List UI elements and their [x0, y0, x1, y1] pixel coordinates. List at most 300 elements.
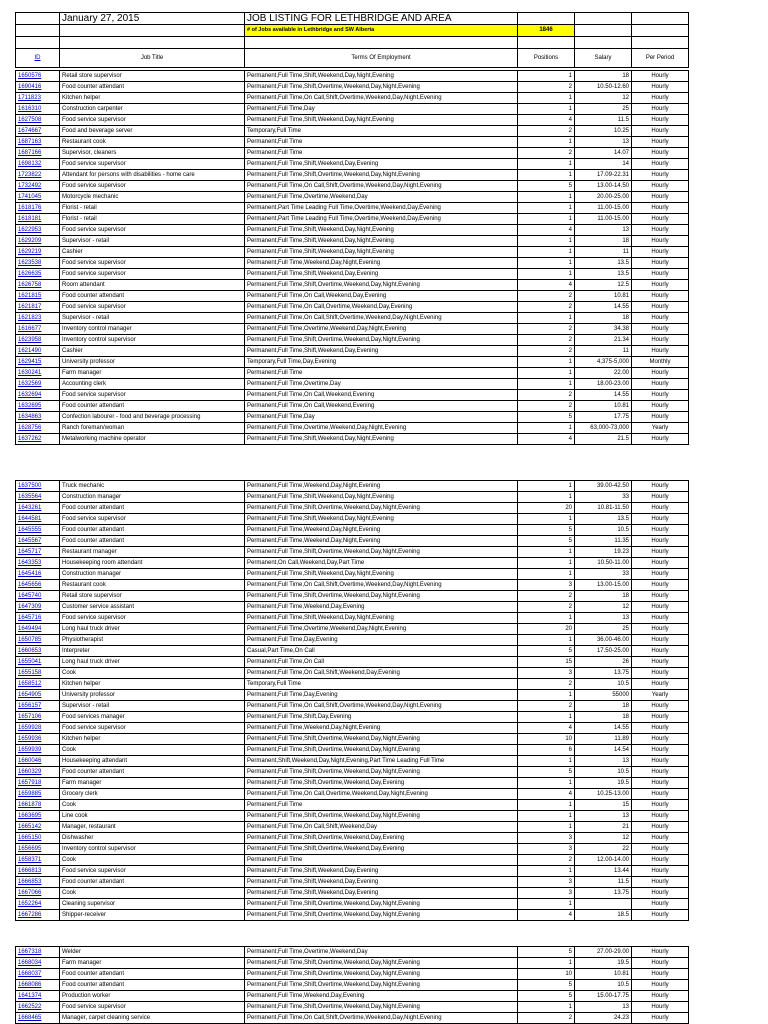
job-id-link[interactable]: 1668465 [18, 1015, 42, 1021]
per-period: Hourly [632, 657, 689, 668]
terms-of-employment: Permanent,Full Time,Overtime,Weekend,Day,Night,Evening [245, 423, 518, 434]
job-id-cell [16, 148, 60, 159]
job-id-cell [16, 82, 60, 93]
job-title: Attendant for persons with disabilities - home care [60, 170, 245, 181]
terms-of-employment: Permanent,Full Time,Overtime,Day [245, 379, 518, 390]
terms-of-employment: Permanent,Full Time,Shift,Weekend,Day,Evening [245, 159, 518, 170]
job-id-link[interactable]: 1659885 [18, 791, 42, 797]
job-id-link[interactable]: 1632694 [18, 392, 42, 398]
table-row [16, 657, 689, 668]
per-period: Hourly [632, 958, 689, 969]
job-id-link[interactable]: 1629209 [18, 238, 42, 244]
job-id-cell [16, 115, 60, 126]
table-row [16, 558, 689, 569]
positions: 1 [518, 899, 575, 910]
job-id-cell [16, 958, 60, 969]
job-id-cell [16, 613, 60, 624]
job-title: Food service supervisor [60, 181, 245, 192]
job-id-link[interactable]: 1652264 [18, 901, 42, 907]
job-id-link[interactable]: 1667286 [18, 912, 42, 918]
job-id-link[interactable]: 1660046 [18, 758, 42, 764]
job-id-link[interactable]: 1637500 [18, 483, 42, 489]
job-id-link[interactable]: 1630241 [18, 370, 42, 376]
positions: 2 [518, 679, 575, 690]
job-id-link[interactable]: 1668037 [18, 971, 42, 977]
job-id-link[interactable]: 1641374 [18, 993, 42, 999]
job-title: Food counter attendant [60, 401, 245, 412]
job-id-link[interactable]: 1632695 [18, 403, 42, 409]
terms-of-employment: Permanent,Full Time,On Call,Weekend,Evening [245, 401, 518, 412]
table-row [16, 514, 689, 525]
job-id-link[interactable]: 1687163 [18, 139, 42, 145]
job-id-cell [16, 969, 60, 980]
job-title: Truck mechanic [60, 481, 245, 492]
terms-of-employment: Permanent,Full Time,Shift,Overtime,Weekend,Day,Evening [245, 844, 518, 855]
job-title: Confection labourer - food and beverage processing [60, 412, 245, 423]
salary: 24.23 [575, 1013, 632, 1024]
terms-of-employment: Permanent,Full Time,Shift,Weekend,Day,Evening [245, 346, 518, 357]
job-title: Kitchen helper [60, 93, 245, 104]
job-id-link[interactable]: 1645567 [18, 538, 42, 544]
positions: 2 [518, 148, 575, 159]
job-title: Food service supervisor [60, 390, 245, 401]
job-id-link[interactable]: 1621817 [18, 304, 42, 310]
table-row [16, 679, 689, 690]
job-id-link[interactable]: 1667066 [18, 890, 42, 896]
job-id-link[interactable]: 1622953 [18, 227, 42, 233]
table-row [16, 888, 689, 899]
job-id-cell [16, 756, 60, 767]
salary: 13 [575, 137, 632, 148]
job-id-cell [16, 324, 60, 335]
job-id-cell [16, 412, 60, 423]
positions: 3 [518, 668, 575, 679]
job-id-cell [16, 602, 60, 613]
salary: 13 [575, 613, 632, 624]
salary: 26 [575, 657, 632, 668]
terms-of-employment: Permanent,Full Time,Day [245, 104, 518, 115]
per-period: Hourly [632, 126, 689, 137]
job-title: Food service supervisor [60, 723, 245, 734]
job-title: Food service supervisor [60, 1002, 245, 1013]
per-period: Hourly [632, 679, 689, 690]
job-id-cell [16, 93, 60, 104]
per-period: Hourly [632, 159, 689, 170]
salary: 22 [575, 844, 632, 855]
terms-of-employment: Permanent,Full Time,Shift,Overtime,Weekend,Day,Evening [245, 778, 518, 789]
job-title: Welder [60, 947, 245, 958]
job-id-cell [16, 855, 60, 866]
job-id-cell [16, 690, 60, 701]
job-id-cell [16, 822, 60, 833]
terms-of-employment: Permanent,Full Time,On Call,Shift,Weekend,Day [245, 822, 518, 833]
terms-of-employment: Permanent,Full Time,Shift,Overtime,Weekend,Day,Night,Evening [245, 811, 518, 822]
job-id-cell [16, 269, 60, 280]
job-id-link[interactable]: 1626758 [18, 282, 42, 288]
job-id-cell [16, 712, 60, 723]
job-id-link[interactable]: 1645555 [18, 527, 42, 533]
job-id-link[interactable]: 1660329 [18, 769, 42, 775]
job-id-cell [16, 646, 60, 657]
job-title: Farm manager [60, 368, 245, 379]
job-title: Long haul truck driver [60, 624, 245, 635]
table-row [16, 800, 689, 811]
job-id-link[interactable]: 1645717 [18, 549, 42, 555]
per-period: Yearly [632, 690, 689, 701]
table-row [16, 525, 689, 536]
column-header-terms: Terms Of Employment [245, 49, 518, 68]
job-title: Food service supervisor [60, 866, 245, 877]
terms-of-employment: Permanent,Full Time,Shift,Overtime,Weekend,Day,Evening [245, 833, 518, 844]
job-id-cell [16, 536, 60, 547]
terms-of-employment: Permanent,Full Time,On Call,Weekend,Day,Evening [245, 291, 518, 302]
positions: 1 [518, 104, 575, 115]
salary: 36.00-46.00 [575, 635, 632, 646]
salary: 10.81 [575, 401, 632, 412]
terms-of-employment: Permanent,Full Time,Shift,Overtime,Weekend,Day,Night,Evening [245, 745, 518, 756]
job-id-link[interactable]: 1623958 [18, 337, 42, 343]
per-period: Hourly [632, 324, 689, 335]
job-id-link[interactable]: 1632569 [18, 381, 42, 387]
table-row [16, 126, 689, 137]
per-period: Hourly [632, 756, 689, 767]
job-id-link[interactable]: 1628756 [18, 425, 42, 431]
per-period: Hourly [632, 247, 689, 258]
positions: 2 [518, 602, 575, 613]
salary: 13.5 [575, 269, 632, 280]
job-id-link[interactable]: 1723822 [18, 172, 42, 178]
job-id-link[interactable]: 1659936 [18, 736, 42, 742]
job-id-cell [16, 701, 60, 712]
job-title: Supervisor - retail [60, 701, 245, 712]
job-title: Food counter attendant [60, 525, 245, 536]
per-period: Hourly [632, 646, 689, 657]
terms-of-employment: Permanent,Full Time,Shift,Overtime,Weekend,Day,Night,Evening [245, 82, 518, 93]
positions: 3 [518, 833, 575, 844]
table-row [16, 701, 689, 712]
table-row [16, 723, 689, 734]
per-period: Hourly [632, 635, 689, 646]
job-id-link[interactable]: 1629219 [18, 249, 42, 255]
salary: 14.55 [575, 302, 632, 313]
table-row [16, 789, 689, 800]
job-id-link[interactable]: 1645656 [18, 582, 42, 588]
per-period: Hourly [632, 613, 689, 624]
per-period: Hourly [632, 434, 689, 445]
job-id-link[interactable]: 1643353 [18, 560, 42, 566]
terms-of-employment: Permanent,Full Time [245, 148, 518, 159]
job-title: Motorcycle mechanic [60, 192, 245, 203]
positions: 1 [518, 203, 575, 214]
positions: 1 [518, 236, 575, 247]
job-id-cell [16, 170, 60, 181]
job-id-link[interactable]: 1660653 [18, 648, 42, 654]
job-id-link[interactable]: 1698132 [18, 161, 42, 167]
positions: 4 [518, 115, 575, 126]
positions: 1 [518, 93, 575, 104]
job-id-link[interactable]: 1687166 [18, 150, 42, 156]
job-id-link[interactable]: 1654905 [18, 692, 42, 698]
job-id-link[interactable]: 1656157 [18, 703, 42, 709]
job-title: Manager, restaurant [60, 822, 245, 833]
job-table-section-3 [15, 946, 689, 1024]
job-id-link[interactable]: 1626635 [18, 271, 42, 277]
table-row [16, 148, 689, 159]
positions: 4 [518, 434, 575, 445]
job-id-link[interactable]: 1627508 [18, 117, 42, 123]
positions: 1 [518, 958, 575, 969]
terms-of-employment: Permanent,Full Time,Shift,Overtime,Weekend,Day,Night,Evening [245, 1002, 518, 1013]
job-id-link[interactable]: 1657106 [18, 714, 42, 720]
positions: 5 [518, 412, 575, 423]
per-period: Hourly [632, 701, 689, 712]
terms-of-employment: Permanent,Full Time,Weekend,Day,Night,Evening [245, 723, 518, 734]
job-title: Food counter attendant [60, 969, 245, 980]
job-title: Food counter attendant [60, 980, 245, 991]
salary: 10.81 [575, 969, 632, 980]
per-period: Hourly [632, 170, 689, 181]
job-id-cell [16, 910, 60, 921]
job-id-link[interactable]: 1645416 [18, 571, 42, 577]
positions: 1 [518, 192, 575, 203]
table-row [16, 269, 689, 280]
job-id-link[interactable]: 1665150 [18, 835, 42, 841]
job-title: Dishwasher [60, 833, 245, 844]
terms-of-employment: Permanent,Part Time Leading Full Time,Overtime,Weekend,Day,Evening [245, 214, 518, 225]
terms-of-employment: Permanent,Full Time,Shift,Weekend,Day,Evening [245, 866, 518, 877]
job-id-link[interactable]: 1621823 [18, 315, 42, 321]
job-id-link[interactable]: 1629415 [18, 359, 42, 365]
positions: 5 [518, 947, 575, 958]
per-period: Hourly [632, 346, 689, 357]
job-id-link[interactable]: 1635564 [18, 494, 42, 500]
per-period: Hourly [632, 789, 689, 800]
column-header-id[interactable]: ID [16, 49, 60, 68]
positions: 3 [518, 877, 575, 888]
terms-of-employment: Permanent,Full Time,Shift,Overtime,Weekend,Day,Night,Evening [245, 547, 518, 558]
salary: 11.89 [575, 734, 632, 745]
job-id-link[interactable]: 1621815 [18, 293, 42, 299]
terms-of-employment: Permanent,Full Time,Day [245, 412, 518, 423]
job-id-link[interactable]: 1666813 [18, 868, 42, 874]
per-period: Hourly [632, 291, 689, 302]
job-id-cell [16, 547, 60, 558]
salary: 11 [575, 247, 632, 258]
job-id-cell [16, 624, 60, 635]
salary: 13.00-15.00 [575, 580, 632, 591]
positions: 2 [518, 1013, 575, 1024]
salary: 12 [575, 602, 632, 613]
job-id-link[interactable]: 1655158 [18, 670, 42, 676]
salary: 18 [575, 71, 632, 82]
table-row [16, 401, 689, 412]
table-row [16, 302, 689, 313]
positions: 1 [518, 423, 575, 434]
job-title: Kitchen helper [60, 734, 245, 745]
job-id-link[interactable]: 1667318 [18, 949, 42, 955]
job-id-link[interactable]: 1741045 [18, 194, 42, 200]
table-row [16, 192, 689, 203]
terms-of-employment: Permanent,Full Time,Shift,Weekend,Day,Night,Evening [245, 225, 518, 236]
salary: 11.35 [575, 536, 632, 547]
positions: 3 [518, 888, 575, 899]
terms-of-employment: Permanent,Full Time [245, 855, 518, 866]
positions: 1 [518, 514, 575, 525]
job-id-link[interactable]: 1658512 [18, 681, 42, 687]
terms-of-employment: Permanent,Full Time,Overtime,Weekend,Day [245, 947, 518, 958]
job-id-cell [16, 657, 60, 668]
job-id-link[interactable]: 1711823 [18, 95, 41, 101]
table-row [16, 745, 689, 756]
per-period: Hourly [632, 137, 689, 148]
job-id-link[interactable]: 1668086 [18, 982, 42, 988]
job-id-link[interactable]: 1621490 [18, 348, 42, 354]
positions: 1 [518, 558, 575, 569]
terms-of-employment: Permanent,Full Time,Shift,Overtime,Weekend,Day,Night,Evening [245, 335, 518, 346]
job-id-cell [16, 192, 60, 203]
job-id-link[interactable]: 1645716 [18, 615, 42, 621]
job-id-link[interactable]: 1616310 [18, 106, 42, 112]
job-id-link[interactable]: 1650576 [18, 73, 42, 79]
positions: 3 [518, 580, 575, 591]
positions: 5 [518, 181, 575, 192]
job-id-link[interactable]: 1623538 [18, 260, 42, 266]
job-id-cell [16, 379, 60, 390]
salary: 14.55 [575, 723, 632, 734]
positions: 4 [518, 789, 575, 800]
salary: 14.54 [575, 745, 632, 756]
salary: 18 [575, 712, 632, 723]
job-id-cell [16, 899, 60, 910]
job-id-link[interactable]: 1657918 [18, 780, 42, 786]
job-id-link[interactable]: 1637262 [18, 436, 42, 442]
positions: 1 [518, 247, 575, 258]
job-id-link[interactable]: 1674667 [18, 128, 42, 134]
job-id-link[interactable]: 1666853 [18, 879, 42, 885]
table-row [16, 247, 689, 258]
positions: 1 [518, 569, 575, 580]
table-row [16, 734, 689, 745]
per-period: Hourly [632, 203, 689, 214]
terms-of-employment: Permanent,Full Time,Day,Evening [245, 690, 518, 701]
job-title: Food service supervisor [60, 269, 245, 280]
job-title: Physiotherapist [60, 635, 245, 646]
job-id-link[interactable]: 1662522 [18, 1004, 42, 1010]
job-id-link[interactable]: 1649494 [18, 626, 42, 632]
terms-of-employment: Permanent,Full Time,Shift,Overtime,Weekend,Day,Night,Evening [245, 958, 518, 969]
salary: 13 [575, 225, 632, 236]
job-id-link[interactable]: 1650785 [18, 637, 42, 643]
positions: 10 [518, 734, 575, 745]
job-id-link[interactable]: 1644581 [18, 516, 42, 522]
job-id-link[interactable]: 1659939 [18, 747, 42, 753]
job-id-link[interactable]: 1656695 [18, 846, 42, 852]
positions: 5 [518, 646, 575, 657]
job-title: Cook [60, 888, 245, 899]
salary: 11.5 [575, 115, 632, 126]
job-id-link[interactable]: 1661878 [18, 802, 42, 808]
per-period: Hourly [632, 269, 689, 280]
job-id-link[interactable]: 1658371 [18, 857, 42, 863]
job-id-link[interactable]: 1647309 [18, 604, 42, 610]
positions: 2 [518, 82, 575, 93]
salary: 12 [575, 833, 632, 844]
positions: 3 [518, 844, 575, 855]
job-id-link[interactable]: 1655041 [18, 659, 42, 665]
per-period: Hourly [632, 778, 689, 789]
per-period: Hourly [632, 580, 689, 591]
job-id-cell [16, 767, 60, 778]
table-row [16, 368, 689, 379]
job-id-link[interactable]: 1634863 [18, 414, 42, 420]
terms-of-employment: Permanent,Full Time,Overtime,Weekend,Day,Night,Evening [245, 624, 518, 635]
positions: 1 [518, 492, 575, 503]
positions: 1 [518, 690, 575, 701]
salary: 15.00-17.75 [575, 991, 632, 1002]
salary: 12.00-14.00 [575, 855, 632, 866]
job-id-link[interactable]: 1665142 [18, 824, 42, 830]
table-row [16, 712, 689, 723]
table-row [16, 93, 689, 104]
table-row [16, 646, 689, 657]
terms-of-employment: Permanent,Full Time,On Call,Overtime,Weekend,Day,Night,Evening [245, 789, 518, 800]
job-id-link[interactable]: 1618176 [18, 205, 42, 211]
per-period: Hourly [632, 192, 689, 203]
table-row [16, 833, 689, 844]
table-row [16, 481, 689, 492]
salary: 10.25-13.00 [575, 789, 632, 800]
positions: 1 [518, 357, 575, 368]
job-id-cell [16, 302, 60, 313]
per-period: Hourly [632, 591, 689, 602]
job-title: Retail store supervisor [60, 71, 245, 82]
job-id-cell [16, 346, 60, 357]
terms-of-employment: Permanent,Part Time Leading Full Time,Overtime,Weekend,Day,Evening [245, 203, 518, 214]
table-row [16, 412, 689, 423]
job-id-link[interactable]: 1645740 [18, 593, 42, 599]
terms-of-employment: Casual,Part Time,On Call [245, 646, 518, 657]
terms-of-employment: Permanent,Full Time,Day,Evening [245, 635, 518, 646]
job-title: Food service supervisor [60, 613, 245, 624]
job-id-link[interactable]: 1616677 [18, 326, 42, 332]
jobs-available-label: # of Jobs available in Lethbridge and SW Alberta [245, 25, 518, 37]
job-id-cell [16, 203, 60, 214]
job-id-link[interactable]: 1663695 [18, 813, 42, 819]
per-period: Hourly [632, 723, 689, 734]
positions: 1 [518, 1002, 575, 1013]
table-row [16, 855, 689, 866]
per-period: Hourly [632, 412, 689, 423]
job-id-link[interactable]: 1643261 [18, 505, 42, 511]
job-id-link[interactable]: 1732492 [18, 183, 42, 189]
salary: 13.44 [575, 866, 632, 877]
table-row [16, 991, 689, 1002]
job-id-link[interactable]: 1618181 [18, 216, 42, 222]
per-period: Hourly [632, 866, 689, 877]
per-period: Hourly [632, 401, 689, 412]
per-period: Hourly [632, 379, 689, 390]
job-id-link[interactable]: 1668034 [18, 960, 42, 966]
salary: 12.5 [575, 280, 632, 291]
positions: 5 [518, 767, 575, 778]
per-period: Hourly [632, 558, 689, 569]
positions: 4 [518, 723, 575, 734]
job-title: Food service supervisor [60, 302, 245, 313]
per-period: Hourly [632, 313, 689, 324]
salary: 33 [575, 569, 632, 580]
job-id-link[interactable]: 1659928 [18, 725, 42, 731]
job-id-link[interactable]: 1690416 [18, 84, 42, 90]
